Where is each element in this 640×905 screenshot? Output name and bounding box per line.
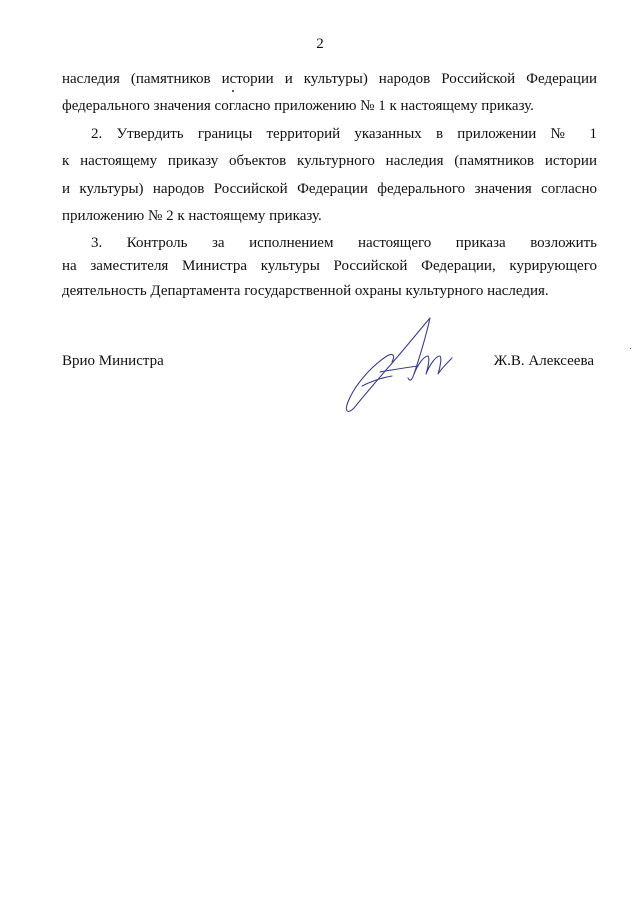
paragraph-2-line-3: и культуры) народов Российской Федерации федерального значения согласно bbox=[62, 181, 597, 197]
paragraph-2-line-4: приложению № 2 к настоящему приказу. bbox=[62, 208, 322, 224]
paragraph-3-line-1: 3. Контроль за исполнением настоящего приказа возложить bbox=[91, 235, 597, 251]
handwritten-signature bbox=[340, 312, 460, 416]
signatory-name: Ж.В. Алексеева bbox=[493, 353, 594, 369]
stray-dot bbox=[232, 90, 234, 92]
paragraph-3-line-3: деятельность Департамента государственной охраны культурного наследия. bbox=[62, 283, 549, 299]
paragraph-3-line-2: на заместителя Министра культуры Российской Федерации, курирующего bbox=[62, 258, 597, 274]
paragraph-1-line-1: наследия (памятников истории и культуры) народов Российской Федерации bbox=[62, 71, 597, 87]
paragraph-1-line-2: федерального значения согласно приложению № 1 к настоящему приказу. bbox=[62, 98, 534, 114]
paragraph-2-line-2: к настоящему приказу объектов культурного наследия (памятников истории bbox=[62, 153, 597, 169]
paragraph-2-line-1: 2. Утвердить границы территорий указанных в приложении № 1 bbox=[91, 126, 597, 142]
page-number: 2 bbox=[316, 36, 324, 52]
margin-speck bbox=[630, 348, 631, 349]
signatory-position: Врио Министра bbox=[62, 353, 164, 369]
